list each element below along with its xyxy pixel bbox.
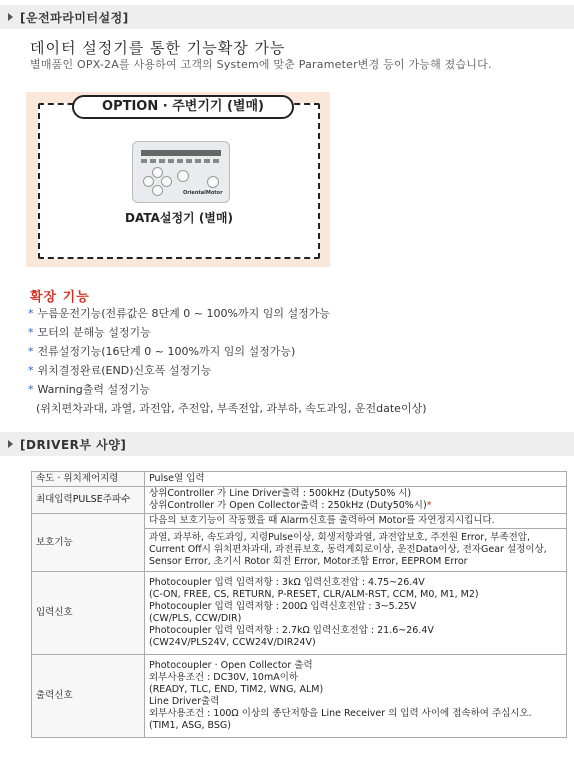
list-item: * 전류설정기능(16단계 0 ~ 100%까지 임의 설정가능) [28, 345, 296, 358]
device-caption: DATA설정기 (별매) [125, 211, 233, 225]
arrow-right-icon [8, 440, 13, 448]
row-label: 출력신호 [32, 655, 145, 738]
star-bullet-icon: * [28, 307, 34, 320]
features-title: 확장 기능 [30, 290, 90, 305]
lead-subtext: 별매품인 OPX-2A를 사용하여 고객의 System에 맞춘 Parameter변경 등이 가능해 졌습니다. [30, 58, 492, 71]
option-title: OPTION · 주변기기 (별매) [72, 95, 294, 119]
row-label: 보호기능 [32, 514, 145, 572]
list-item: * 모터의 분해능 설정기능 [28, 326, 151, 339]
features-list [28, 304, 330, 399]
lead-heading: 데이터 설정기를 통한 기능확장 가능 [30, 39, 286, 57]
row-value: Photocoupler 입력 입력저항 : 3kΩ 입력신호전압 : 4.75~26.4V (C-ON, FREE, CS, RETURN, P-RESET, CLR/ALM-RST, CCM, M0, M1, M2) Photocoupler 입력 입력저항 : 200Ω 입력신호전압 : 3~5.25V (CW/PLS, CCW/DIR) Photocoupler 입력 입력저항 : 2.7kΩ 입력신호전압 : 21.6~26.4V (CW24V/PLS24V, CCW24V/DIR24V) [145, 572, 567, 655]
table-row [32, 487, 567, 514]
row-value: 상위Controller 가 Line Driver출력 : 500kHz (Duty50% 시) 상위Controller 가 Open Collector출력 : 250kHz (Duty50%시)* [145, 487, 567, 514]
note-mark-icon: * [426, 500, 432, 511]
star-bullet-icon: * [28, 364, 34, 377]
section-title: [DRIVER부 사양] [20, 438, 127, 452]
row-value: 다음의 보호기능이 작동했을 때 Alarm신호를 출력하여 Motor를 자연정지시킵니다. [145, 514, 567, 529]
table-row [32, 472, 567, 487]
device-brand-logo: OrientalMotor [183, 190, 223, 196]
row-label: 최대입력PULSE주파수 [32, 487, 145, 514]
table-row [32, 514, 567, 529]
star-bullet-icon: * [28, 345, 34, 358]
row-value: Pulse열 입력 [145, 472, 567, 487]
option-dashed-frame [38, 99, 320, 259]
table-row [32, 572, 567, 655]
row-label: 입력신호 [32, 572, 145, 655]
device-button [177, 170, 189, 182]
data-setter-device-image [132, 141, 230, 203]
row-value: Photocoupler · Open Collector 출력 외부사용조건 : DC30V, 10mA이하 (READY, TLC, END, TIM2, WNG, ALM) Line Driver출력 외부사용조건 : 100Ω 이상의 종단저항을 Line Receiver 의 입력 사이에 접속하여 주십시오. (TIM1, ASG, BSG) [145, 655, 567, 738]
arrow-right-icon [8, 13, 13, 21]
star-bullet-icon: * [28, 326, 34, 339]
table-row [32, 655, 567, 738]
device-direction-pad [143, 167, 171, 195]
option-panel [26, 92, 330, 267]
row-label: 속도 · 위치제어지령 [32, 472, 145, 487]
list-item: * 위치결정완료(END)신호폭 설정기능 [28, 364, 212, 377]
section-header-driver [0, 432, 574, 456]
features-note: (위치편차과대, 과열, 과전압, 주전압, 부족전압, 과부하, 속도과잉, 운전date이상) [36, 402, 427, 415]
list-item: * 누름운전기능(전류값은 8단계 0 ~ 100%까지 임의 설정가능 [28, 307, 330, 320]
device-indicator-row [141, 159, 221, 163]
section-title: [운전파라미터설정] [20, 11, 129, 25]
device-display [141, 150, 221, 156]
list-item: * Warning출력 설정기능 [28, 383, 150, 396]
driver-spec-table [31, 471, 567, 738]
section-header-parameter [0, 5, 574, 29]
device-button [207, 176, 219, 188]
row-value: 과열, 과부하, 속도과잉, 지령Pulse이상, 회생저항과열, 과전압보호, 주전원 Error, 부족전압, Current Off시 위치편차과대, 과전류보호, 동력계회로이상, 운전Data이상, 전자Gear 설정이상, Sensor Error, 초기시 Rotor 회전 Error, Motor조합 Error, EEPROM Error [145, 529, 567, 572]
star-bullet-icon: * [28, 383, 34, 396]
